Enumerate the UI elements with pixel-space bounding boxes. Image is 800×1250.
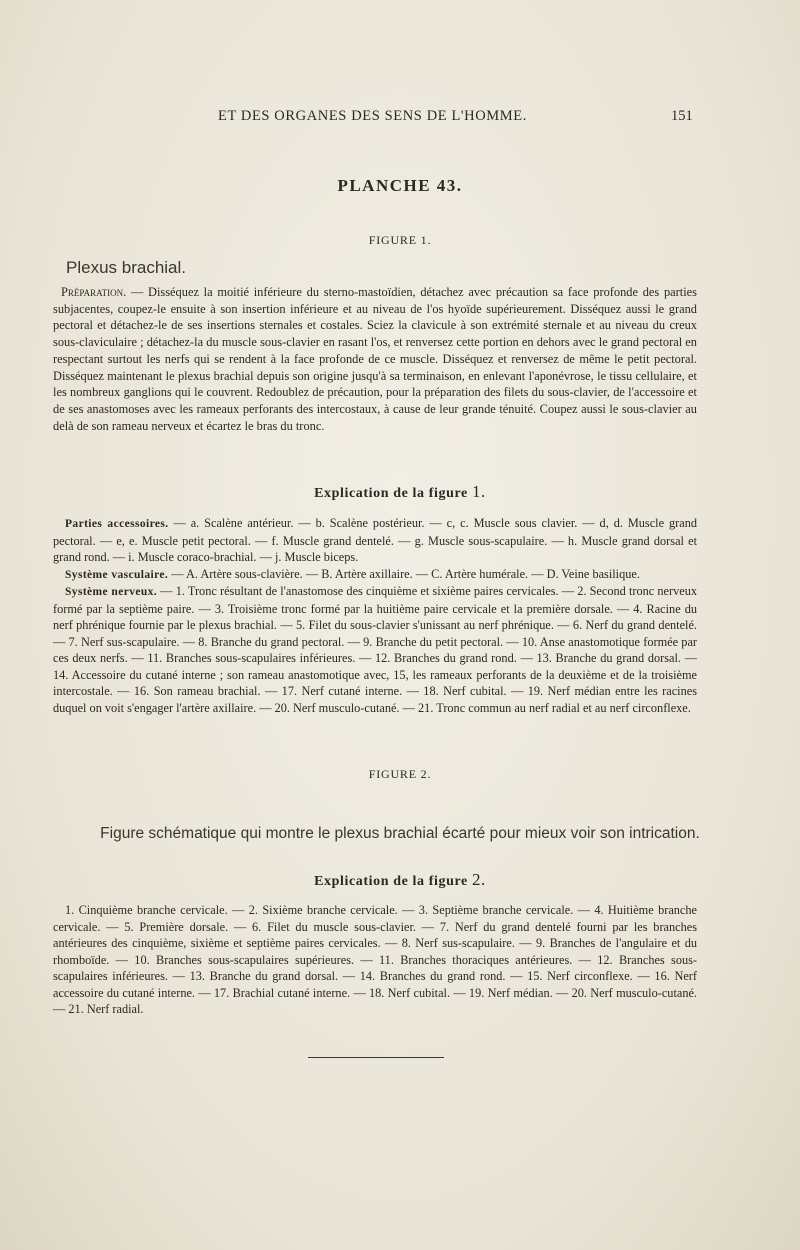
nervous-system-paragraph — [53, 583, 697, 716]
explication-2-number: 2. — [471, 870, 486, 889]
end-rule-divider — [308, 1057, 444, 1058]
running-title: ET DES ORGANES DES SENS DE L'HOMME. — [218, 108, 527, 124]
running-header — [0, 108, 800, 130]
preparation-lead: Préparation. — [61, 285, 127, 299]
figure-2-subject: Figure schématique qui montre le plexus brachial écarté pour mieux voir son intrication. — [100, 825, 700, 842]
plate-title: PLANCHE 43. — [337, 176, 463, 195]
vascular-system-label: Système vasculaire. — [65, 568, 169, 581]
page-number: 151 — [671, 108, 693, 124]
accessory-parts-paragraph — [53, 515, 697, 566]
explication-2-body: 1. Cinquième branche cervicale. — 2. Sixième branche cervicale. — 3. Septième branche cervicale. — 4. Huitième branche cervicale. — 5. Première dorsale. — 6. Filet du muscle sous-clavier. — 7. Nerf du grand dentelé fourni par les branches antérieures des cinquième, sixième et septième paires cervicales. — 8. Nerf sus-scapulaire. — 9. Branches de l'angulaire et du rhomboïde. — 10. Branches sous-scapulaires supérieures. — 11. Branches thoraciques antérieures. — 12. Branches sous-scapulaires inférieures. — 13. Branche du grand dorsal. — 14. Branches du grand rond. — 15. Nerf circonflexe. — 16. Nerf accessoire du cutané interne. — 17. Brachial cutané interne. — 18. Nerf cubital. — 19. Nerf médian. — 20. Nerf musculo-cutané. — 21. Nerf radial. — [53, 903, 697, 1016]
explication-1-number: 1. — [471, 482, 486, 501]
explication-1-title — [0, 482, 800, 502]
preparation-paragraph — [53, 284, 697, 434]
preparation-text: — Disséquez la moitié inférieure du sterno-mastoïdien, détachez avec précaution sa face profonde des parties subjacentes, coupez-le ensuite à son insertion inférieure et au niveau de l'os hyoïde supérieurement. Disséquez aussi le grand pectoral et détachez-le de ses insertions sternales et costales. Sciez la clavicule à son extrémité sternale et au niveau du creux sous-claviculaire ; détachez-la du muscle sous-clavier en rasant l'os, et renversez cette portion en dehors avec le grand pectoral en respectant surtout les nerfs qui se rendent à la face profonde de ce muscle. Disséquez et renversez de même le petit pectoral. Disséquez maintenant le plexus brachial depuis son origine jusqu'à sa terminaison, en enlevant l'aponévrose, le tissu cellulaire, et les nombreux ganglions qui le couvrent. Redoublez de précaution, pour la préparation des filets du sous-clavier, de l'accessoire et de ses anastomoses avec les rameaux perforants des intercostaux, à cause de leur grande ténuité. Coupez aussi le sous-clavier au delà de son rameau nerveux et écartez le bras du tronc. — [53, 285, 697, 433]
explication-1-title-text: Explication de la figure — [314, 486, 468, 501]
explication-2-title-text: Explication de la figure — [314, 874, 468, 889]
nervous-system-label: Système nerveux. — [65, 586, 158, 598]
accessory-parts-text: — a. Scalène antérieur. — b. Scalène postérieur. — c, c. Muscle sous clavier. — d, d. Muscle grand pectoral. — e, e. Muscle petit pectoral. — f. Muscle grand dentelé. — g. Muscle sous-scapulaire. — h. Muscle grand dorsal et grand rond. — i. Muscle coraco-brachial. — j. Muscle biceps. — [53, 516, 697, 564]
explication-1-body — [53, 515, 697, 716]
figure-2-label: FIGURE 2. — [368, 767, 432, 781]
nervous-system-text: — 1. Tronc résultant de l'anastomose des cinquième et sixième paires cervicales. — 2. Second tronc nerveux formé par la septième paire. — 3. Troisième tronc formé par la huitième paire cervicale et la première dorsale. — 4. Racine du nerf phrénique fournie par le plexus brachial. — 5. Filet du sous-clavier s'unissant au nerf phrénique. — 6. Nerf du grand dentelé. — 7. Nerf sus-scapulaire. — 8. Branche du grand pectoral. — 9. Branche du petit pectoral. — 10. Anse anastomotique formée par ces deux nerfs. — 11. Branches sous-scapulaires inférieures. — 12. Branches du grand rond. — 13. Branche du grand dorsal. — 14. Accessoire du cutané interne ; son rameau anastomotique avec, 15, les rameaux perforants de la deuxième et de la troisième intercostale. — 16. Son rameau brachial. — 17. Nerf cutané interne. — 18. Nerf cubital. — 19. Nerf médian entre les racines duquel on voit s'engager l'artère axillaire. — 20. Nerf musculo-cutané. — 21. Tronc commun au nerf radial et au nerf circonflexe. — [53, 584, 697, 715]
vascular-system-paragraph — [53, 566, 697, 584]
explication-2-title — [0, 870, 800, 890]
accessory-parts-label: Parties accessoires. — [65, 518, 169, 530]
figure-1-subject: Plexus brachial. — [66, 258, 187, 277]
figure-1-label: FIGURE 1. — [368, 233, 432, 247]
vascular-system-text: — A. Artère sous-clavière. — B. Artère axillaire. — C. Artère humérale. — D. Veine basilique. — [168, 566, 640, 581]
